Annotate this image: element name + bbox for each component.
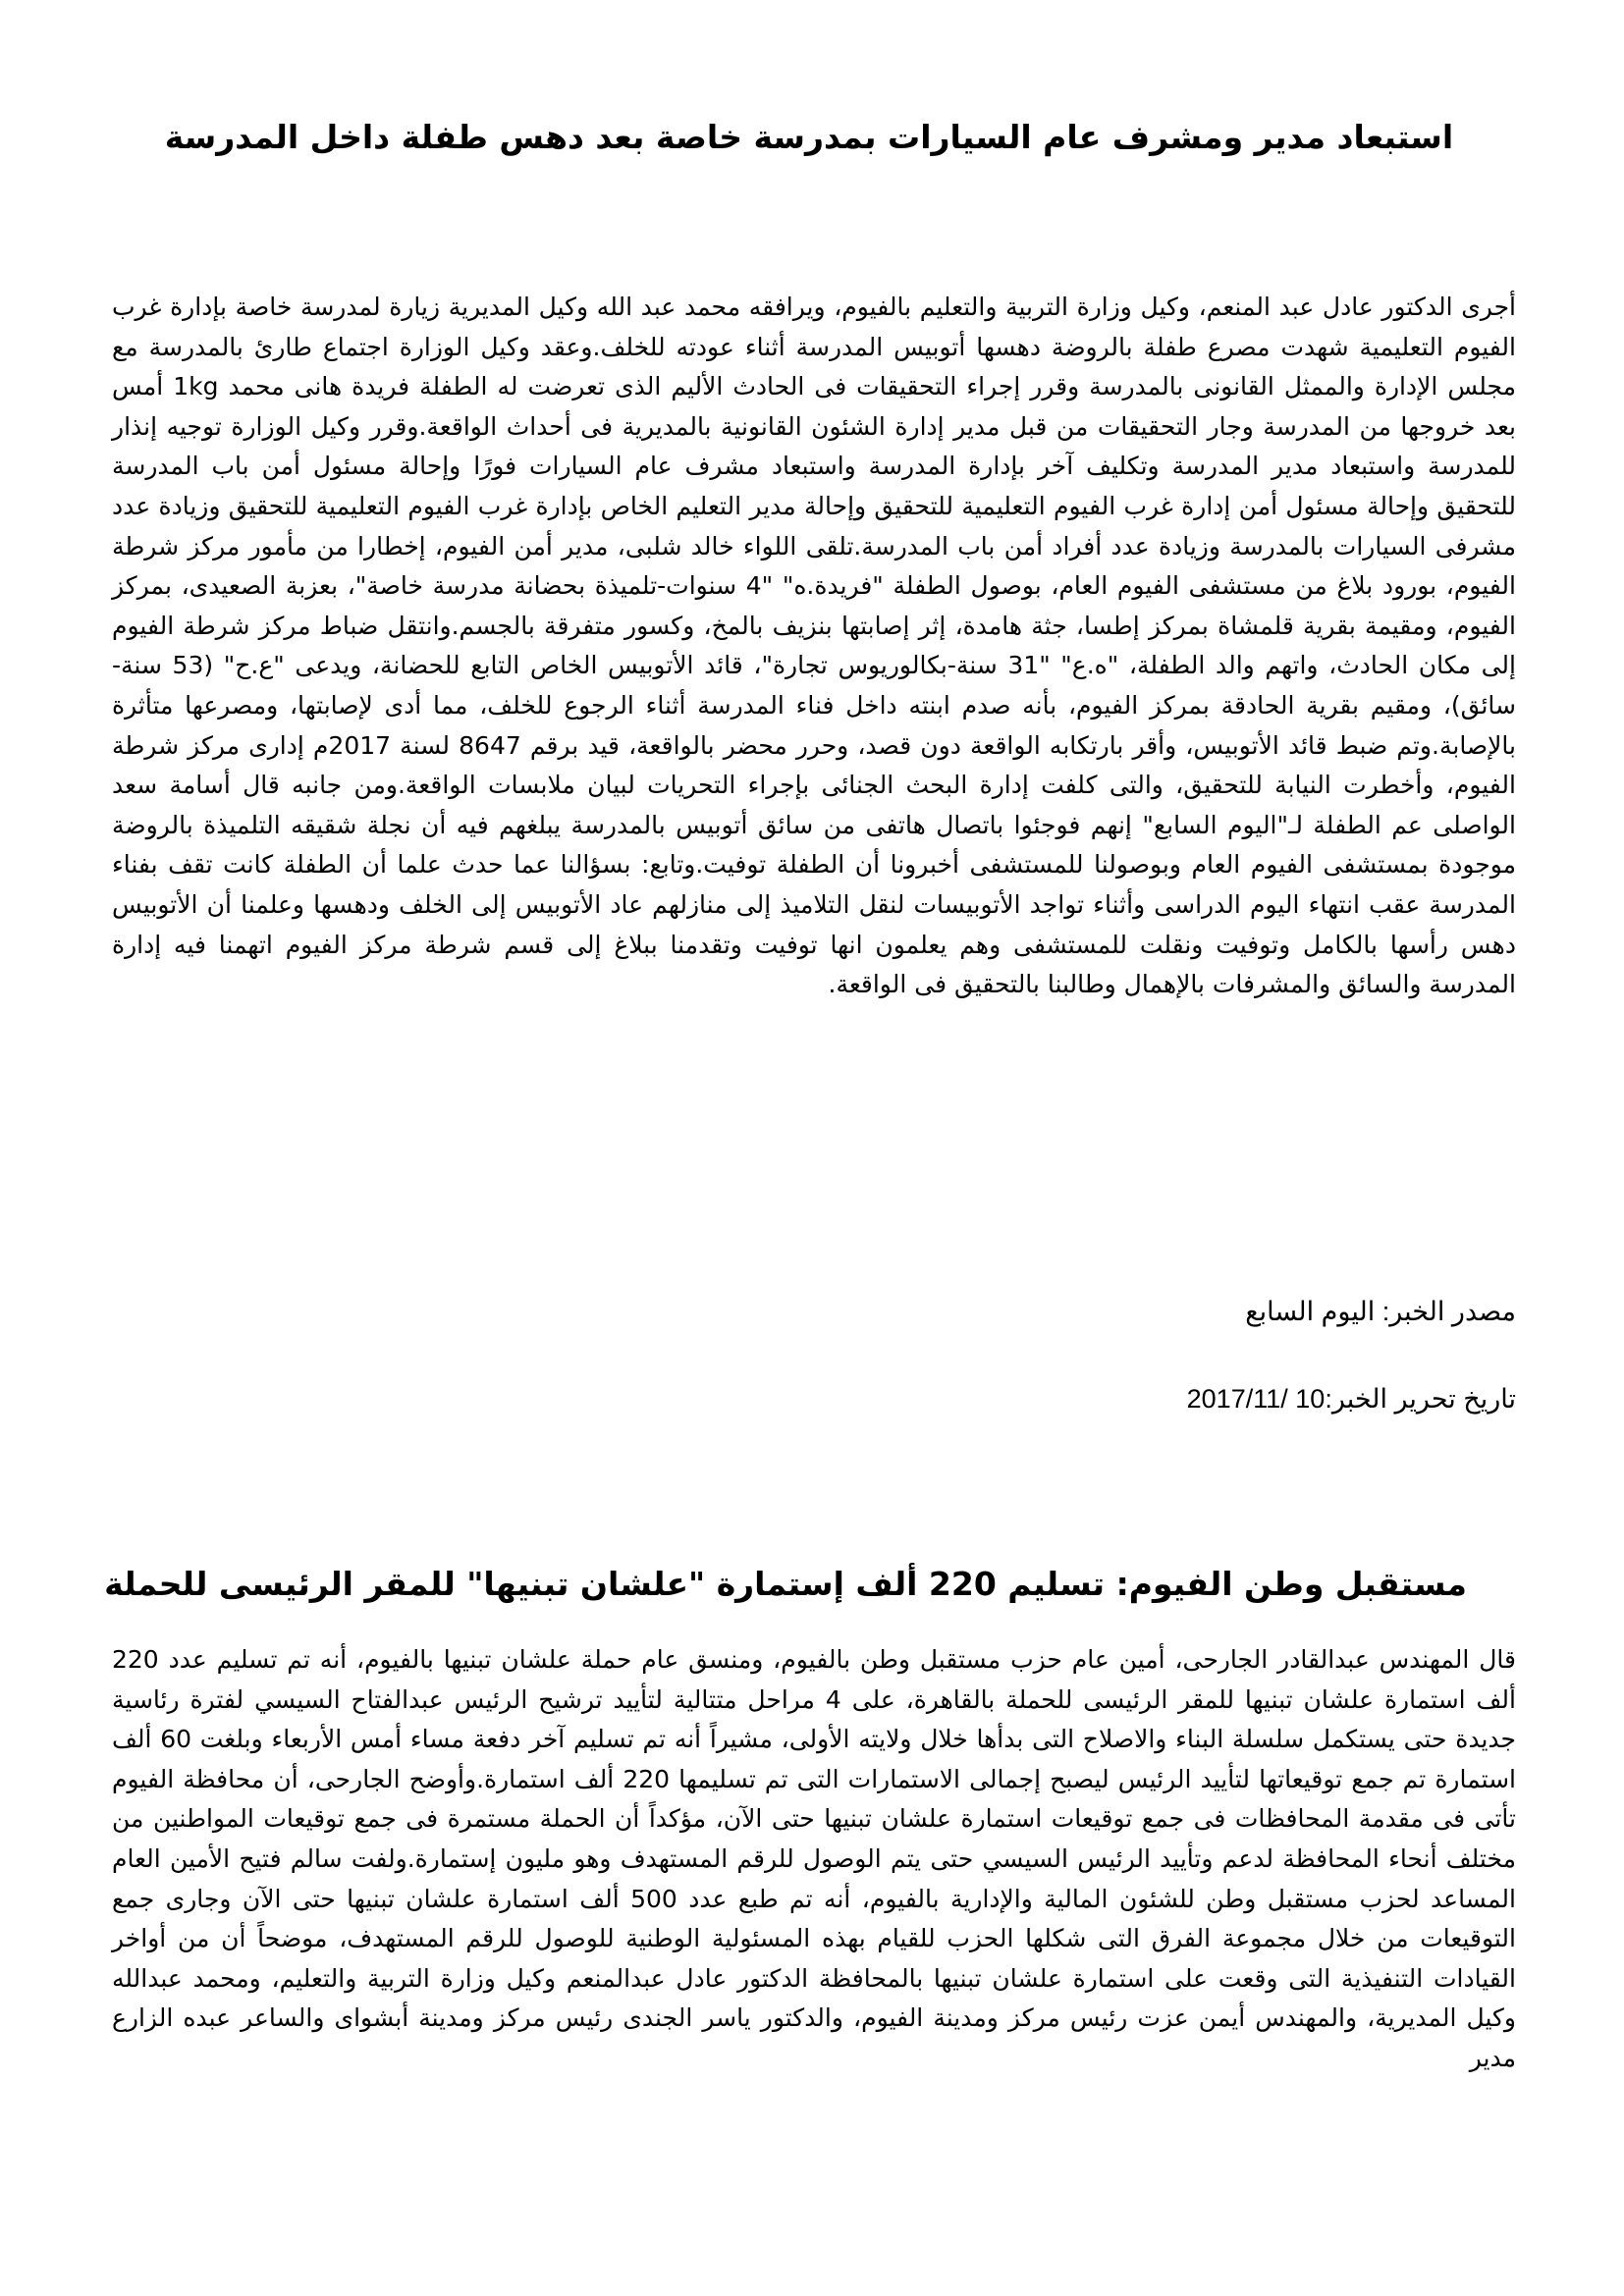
article-1-date: تاريخ تحرير الخبر:10 /2017/11 [1186,1384,1516,1414]
article-2-title: مستقبل وطن الفيوم: تسليم 220 ألف إستمارة "علشان تبنيها" للمقر الرئيسى للحملة [104,1565,1467,1603]
article-1-title: استبعاد مدير ومشرف عام السيارات بمدرسة خاصة بعد دهس طفلة داخل المدرسة [164,118,1454,156]
article-1-body: أجرى الدكتور عادل عبد المنعم، وكيل وزارة التربية والتعليم بالفيوم، ويرافقه محمد عبد الله وكيل المديرية زيارة لمدرسة خاصة بإدارة غرب الفيوم التعليمية شهدت مصرع طفلة بالروضة دهسها أتوبيس المدرسة أثناء عودته للخلف.وعقد وكيل الوزارة اجتماع طارئ بالمدرسة مع مجلس الإدارة والممثل القانونى بالمدرسة وقرر إجراء التحقيقات فى الحادث الأليم الذى تعرضت له الطفلة فريدة هانى محمد 1kg أمس بعد خروجها من المدرسة وجار التحقيقات من قبل مدير إدارة الشئون القانونية بالمديرية فى أحداث الواقعة.وقرر وكيل الوزارة توجيه إنذار للمدرسة واستبعاد مدير المدرسة وتكليف آخر بإدارة المدرسة واستبعاد مشرف عام السيارات فورًا وإحالة مسئول أمن باب المدرسة للتحقيق وإحالة مسئول أمن إدارة غرب الفيوم التعليمية للتحقيق وإحالة مدير التعليم الخاص بإدارة غرب الفيوم التعليمية للتحقيق وزيادة عدد مشرفى السيارات بالمدرسة وزيادة عدد أفراد أمن باب المدرسة.تلقى اللواء خالد شلبى، مدير أمن الفيوم، إخطارا من مأمور مركز شرطة الفيوم، بورود بلاغ من مستشفى الفيوم العام، بوصول الطفلة "فريدة.ه" "4 سنوات-تلميذة بحضانة مدرسة خاصة"، بعزبة الصعيدى، بمركز الفيوم، ومقيمة بقرية قلمشاة بمركز إطسا، جثة هامدة، إثر إصابتها بنزيف بالمخ، وكسور متفرقة بالجسم.وانتقل ضباط مركز شرطة الفيوم إلى مكان الحادث، واتهم والد الطفلة، "ه.ع" "31 سنة-بكالوريوس تجارة"، قائد الأتوبيس الخاص التابع للحضانة، ويدعى "ع.ح" (53 سنة-سائق)، ومقيم بقرية الحادقة بمركز الفيوم، بأنه صدم ابنته داخل فناء المدرسة أثناء الرجوع للخلف، مما أدى لإصابتها، ومصرعها متأثرة بالإصابة.وتم ضبط قائد الأتوبيس، وأقر بارتكابه الواقعة دون قصد، وحرر محضر بالواقعة، قيد برقم 8647 لسنة 2017م إدارى مركز شرطة الفيوم، وأخطرت النيابة للتحقيق، والتى كلفت إدارة البحث الجنائى بإجراء التحريات لبيان ملابسات الواقعة.ومن جانبه قال أسامة سعد الواصلى عم الطفلة لـ"اليوم السابع" إنهم فوجئوا باتصال هاتفى من سائق أتوبيس بالمدرسة يبلغهم فيه أن نجلة شقيقه التلميذة بالروضة موجودة بمستشفى الفيوم العام وبوصولنا للمستشفى أخبرونا أن الطفلة توفيت.وتابع: بسؤالنا عما حدث علما أن الطفلة كانت تقف بفناء المدرسة عقب انتهاء اليوم الدراسى وأثناء تواجد الأتوبيسات لنقل التلاميذ إلى منازلهم عاد الأتوبيس إلى الخلف ودهسها وعلمنا أن الأتوبيس دهس رأسها بالكامل وتوفيت ونقلت للمستشفى وهم يعلمون انها توفيت وتقدمنا ببلاغ إلى قسم شرطة مركز الفيوم اتهمنا فيه إدارة المدرسة والسائق والمشرفات بالإهمال وطالبنا بالتحقيق فى الواقعة. [112,293,1517,999]
article-2-body: قال المهندس عبدالقادر الجارحى، أمين عام حزب مستقبل وطن بالفيوم، ومنسق عام حملة علشان تبنيها بالفيوم، أنه تم تسليم عدد 220 ألف استمارة علشان تبنيها للمقر الرئيسى للحملة بالقاهرة، على 4 مراحل متتالية لتأييد ترشيح الرئيس عبدالفتاح السيسي لفترة رئاسية جديدة حتى يستكمل سلسلة البناء والاصلاح التى بدأها خلال ولايته الأولى، مشيراً أنه تم تسليم آخر دفعة مساء أمس الأربعاء وبلغت 60 ألف استمارة تم جمع توقيعاتها لتأييد الرئيس ليصبح إجمالى الاستمارات التى تم تسليمها 220 ألف استمارة.وأوضح الجارحى، أن محافظة الفيوم تأتى فى مقدمة المحافظات فى جمع توقيعات استمارة علشان تبنيها حتى الآن، مؤكداً أن الحملة مستمرة فى جمع توقيعات المواطنين من مختلف أنحاء المحافظة لدعم وتأييد الرئيس السيسي حتى يتم الوصول للرقم المستهدف وهو مليون إستمارة.ولفت سالم فتيح الأمين العام المساعد لحزب مستقبل وطن للشئون المالية والإدارية بالفيوم، أنه تم طبع عدد 500 ألف استمارة علشان تبنيها حتى الآن وجارى جمع التوقيعات من خلال مجموعة الفرق التى شكلها الحزب للقيام بهذه المسئولية الوطنية للوصول للرقم المستهدف، موضحاً أن من أواخر القيادات التنفيذية التى وقعت على استمارة علشان تبنيها بالمحافظة الدكتور عادل عبدالمنعم وكيل وزارة التربية والتعليم، ومحمد عبدالله وكيل المديرية، والمهندس أيمن عزت رئيس مركز ومدينة الفيوم، والدكتور ياسر الجندى رئيس مركز ومدينة أبشواى والساعر عبده الزارع مدير [112,1645,1517,2072]
article-1-source: مصدر الخبر: اليوم السابع [1245,1297,1516,1326]
